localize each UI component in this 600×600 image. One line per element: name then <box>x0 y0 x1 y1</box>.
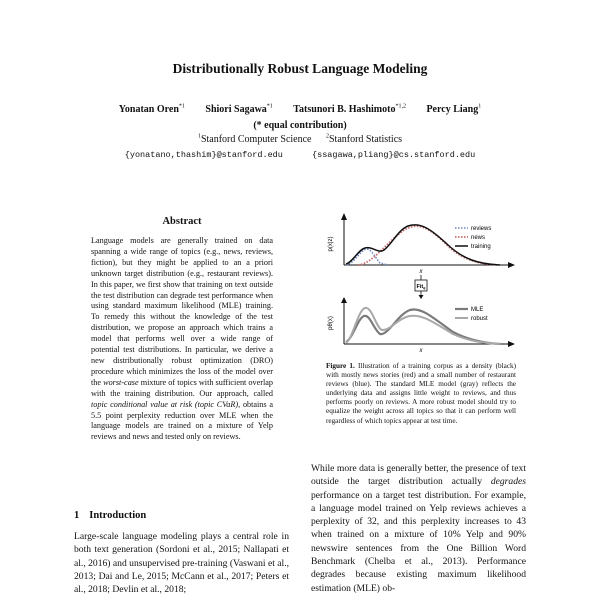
author: Shiori Sagawa$^{*1}$ <box>205 104 273 116</box>
affiliation: $^2$Stanford Statistics <box>325 134 403 146</box>
figure-caption: Figure 1. Illustration of a training corpus as a density (black) with mostly news stories (red) and a small number of restaurant reviews (blue). The standard MLE model (gray) reflects the underlying data and assigns little weight to reviews, and thus performs poorly on reviews. A more robust model should try to equalize the weight across all topics so that it can perform well regardless of which topics appear at test time. <box>326 362 517 425</box>
fit-box-label: Fit$_\theta$ <box>416 284 426 291</box>
right-column-text: While more data is generally better, the presence of text outside the target distribution actually degrades performance on a target test distribution. For example, a language model trained on Yelp reviews achieves a perplexity of 32, and this perplexity increases to 43 when trained on a mixture of 10% Yelp and 90% newswire sentences from the One Billion Word Benchmark (Chelba et al., 2013). Performance degrades because existing maximum likelihood estimation (MLE) ob- <box>311 463 526 594</box>
robust-curve <box>346 308 500 344</box>
bottom-x-arrow <box>508 341 515 347</box>
email-addresses <box>0 150 600 160</box>
abstract-heading: Abstract <box>162 216 202 227</box>
top-x-label: x <box>419 269 423 275</box>
legend-news-label: news <box>471 235 486 241</box>
mle-curve <box>346 310 500 344</box>
top-y-arrow <box>341 213 347 220</box>
legend-robust-label: robust <box>471 316 488 322</box>
top-x-arrow <box>508 262 515 268</box>
top-y-label: p(x|z) <box>328 236 334 252</box>
author: Tatsunori B. Hashimoto$^{*1,2}$ <box>293 104 406 116</box>
email: {ssagawa,pliang}@cs.stanford.edu <box>312 150 476 160</box>
author-list <box>0 104 600 115</box>
legend-training-label: training <box>471 244 491 250</box>
bottom-x-label: x <box>419 348 423 354</box>
affiliation: $^1$Stanford Computer Science <box>197 134 312 146</box>
figure-1 <box>318 210 518 355</box>
paper-title: Distributionally Robust Language Modeling <box>172 61 428 76</box>
legend-mle-label: MLE <box>471 307 484 313</box>
fit-arrow-head <box>419 295 424 299</box>
abstract-body: Language models are generally trained on data spanning a wide range of topics (e.g., news, reviews, fiction), but they might be applied to an a priori unknown target distribution (e.g., restaurant reviews). In this paper, we first show that training on text outside the test distribution can degrade test performance when using standard maximum likelihood (MLE) training. To remedy this without the knowledge of the test distribution, we propose an approach which trains a model that performs well over a wide range of potential test distributions. In particular, we derive a new distributionally robust optimization (DRO) procedure which minimizes the loss of the model over the worst-case mixture of topics with sufficient overlap with the training distribution. Our approach, called topic conditional value at risk (topic CVaR), obtains a 5.5 point perplexity reduction over MLE when the language models are trained on a mixture of Yelp reviews and news and tested only on reviews. <box>91 236 273 442</box>
email: {yonatano,thashim}@stanford.edu <box>124 150 283 160</box>
affiliations <box>0 134 600 145</box>
author: Yonatan Oren$^{*1}$ <box>118 104 185 116</box>
author: Percy Liang$^1$ <box>426 104 482 116</box>
equal-contribution-note: (* equal contribution) <box>253 120 347 131</box>
bottom-y-label: pθ(x) <box>328 316 334 330</box>
introduction-text: Large-scale language modeling plays a central role in both text generation (Sordoni et al., 2015; Nallapati et al., 2016) and unsupervised pre-training (Vaswani et al., 2013; Dai and Le, 2015; McCann et al., 2017; Peters et al., 2018; Devlin et al., 2018; <box>74 531 289 596</box>
legend-reviews-label: reviews <box>471 226 492 232</box>
bottom-y-arrow <box>341 297 347 303</box>
section-heading-introduction: 1 Introduction <box>74 510 147 521</box>
